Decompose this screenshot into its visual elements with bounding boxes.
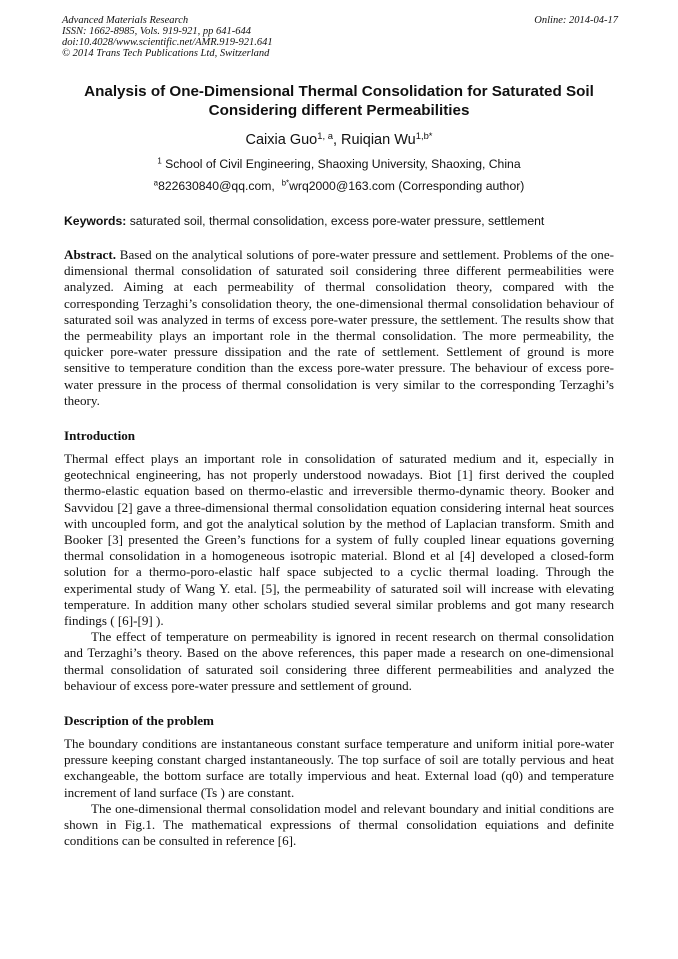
- introduction-heading: Introduction: [64, 428, 136, 443]
- author-line: [0, 131, 678, 149]
- keywords-label: Keywords:: [64, 214, 127, 228]
- introduction-body: [64, 451, 614, 694]
- description-paragraph-2: The one-dimensional thermal consolidation model and relevant boundary and initial conditions are shown in Fig.1. The mathematical expressions of thermal consolidation equiations and definite conditions can be consulted in reference [6].: [64, 800, 614, 849]
- introduction-paragraph-1: Thermal effect plays an important role in consolidation of saturated medium and it, especially in geotechnical engineering, has not properly understood nowadays. Biot [1] first derived the coupled thermo-elastic equation based on thermo-elastic and irreversible thermo-dynamic theory. Booker and Savvidou [2] gave a three-dimensional thermal consolidation equation considering internal heat sources with uncoupled form, and got the analytical solution by the method of Laplacian transform. Smith and Booker [3] presented the Green’s functions for a system of fully coupled linear equations governing thermal consolidation in a homogeneous isotropic material. Blond et al [4] developed a closed-form solution for a thermo-poro-elastic half space subjected to a cyclic thermal loading. Through the experimental study of Wang Y. etal. [5], the permeability of saturated soil will increase with elevating temperature. In addition many other scholars studied several similar problems and got many research findings ( [6]-[9] ).: [64, 451, 614, 629]
- keywords: [64, 214, 624, 229]
- author-1-sup: 1, a: [317, 129, 333, 141]
- introduction-paragraph-2: The effect of temperature on permeability is ignored in recent research on thermal consolidation and Terzaghi’s theory. Based on the above references, this paper made a research on one-dimensional thermal consolidation of saturated soil considering three different permeabilities and analyzed the behaviour of excess pore-water pressure and settlement of ground.: [64, 629, 614, 693]
- description-body: [64, 736, 614, 849]
- keywords-text: saturated soil, thermal consolidation, excess pore-water pressure, settlement: [126, 214, 545, 228]
- doi-line: doi:10.4028/www.scientific.net/AMR.919-921.641: [62, 37, 273, 48]
- journal-header: [62, 15, 618, 59]
- author-1-name: Caixia Guo: [245, 132, 318, 148]
- affiliation-text: School of Civil Engineering, Shaoxing University, Shaoxing, China: [161, 157, 521, 171]
- author-separator: ,: [332, 132, 342, 148]
- author-2-sup: 1,b*: [415, 129, 433, 141]
- abstract-text: Based on the analytical solutions of pore-water pressure and settlement. Problems of the one-dimensional thermal consolidation of saturated soil considering three different permeabilities were analyzed. Aiming at each permeability of thermal consolidation theory, compared with the corresponding Terzaghi’s consolidation theory, the one-dimensional thermal consolidation behaviour of saturated soil was analyzed in terms of excess pore-water pressure, the settlement. The results show that the permeability plays an important role in the thermal consolidation. The more permeability, the quicker pore-water pressure dissipation and the rate of settlement. Settlement of ground is more sensitive to temperature condition than the excess pore-water pressure. The behaviour of excess pore-water pressure in the process of thermal consolidation is very similar to the corresponding Terzaghi’s theory.: [64, 247, 614, 408]
- email-b-sup: b*: [281, 178, 290, 188]
- online-date: Online: 2014-04-17: [534, 15, 618, 26]
- description-heading: Description of the problem: [64, 713, 214, 728]
- email-b: wrq2000@163.com (Corresponding author): [289, 179, 525, 193]
- affiliation-line: [0, 157, 678, 172]
- journal-name: Advanced Materials Research: [62, 15, 189, 26]
- email-line: [0, 179, 678, 194]
- issn-line: ISSN: 1662-8985, Vols. 919-921, pp 641-644: [62, 26, 251, 37]
- email-a-sup: a: [153, 178, 159, 188]
- copyright-line: © 2014 Trans Tech Publications Ltd, Switzerland: [62, 48, 270, 59]
- paper-title: Analysis of One-Dimensional Thermal Consolidation for Saturated Soil Considering different Permeabilities: [84, 83, 594, 119]
- author-2-name: Ruiqian Wu: [341, 132, 416, 148]
- abstract: [64, 247, 614, 409]
- abstract-label: Abstract.: [64, 247, 116, 262]
- description-paragraph-1: The boundary conditions are instantaneous constant surface temperature and uniform initial pore-water pressure keeping constant charged instantaneously. The top surface of soil are totally pervious and heat exchangeable, the bottom surface are totally impervious and heat. External load (q0) and temperature increment of land surface (Ts ) are constant.: [64, 736, 614, 800]
- email-a: 822630840@qq.com,: [158, 179, 275, 193]
- affiliation-sup: 1: [157, 156, 162, 166]
